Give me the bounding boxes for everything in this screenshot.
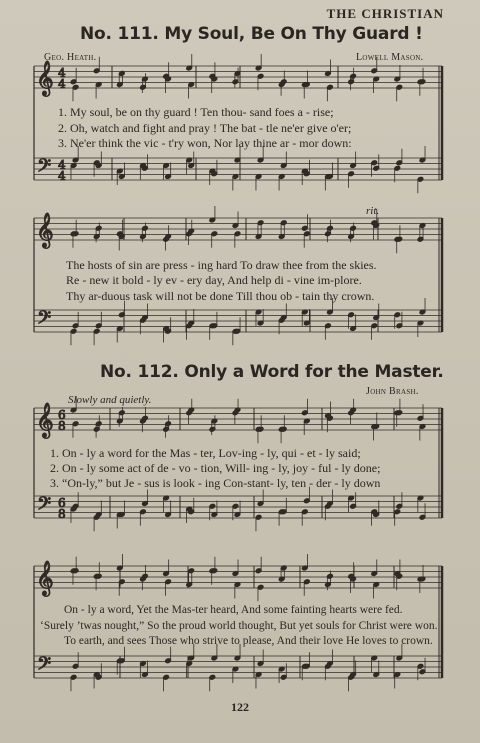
treble-clef-icon: 𝄞 [36, 403, 54, 438]
time-signature-bottom: 8 [58, 507, 66, 521]
hymn-111-music-credit: Lowell Mason. [356, 52, 424, 63]
hymn-111-verse-2-cont: Re - new it bold - ly ev - ery day, And help di - vine im-plore. [66, 273, 362, 287]
hymn-112-music-credit: John Brash. [366, 386, 419, 397]
time-signature-top: 4 [58, 66, 66, 80]
hymn-111-verse-1: 1. My soul, be on thy guard ! Ten thou- sand foes a - rise; [58, 105, 334, 119]
time-signature-top: 6 [58, 408, 66, 422]
time-signature-top: 4 [58, 158, 66, 172]
hymn-112-refrain-line-2: ‘Surely ’twas nought,” So the proud world thought, But yet souls for Christ were won. [40, 620, 438, 632]
bass-clef-icon: 𝄢 [37, 654, 52, 679]
hymn-112-refrain-line-1: On - ly a word, Yet the Mas-ter heard, And some fainting hearts were fed. [64, 604, 403, 616]
hymn-111-verse-1-cont: The hosts of sin are press - ing hard To draw thee from the skies. [66, 258, 377, 272]
hymn-111-verse-3-cont: Thy ar-duous task will not be done Till thou ob - tain thy crown. [66, 289, 375, 303]
running-head: THE CHRISTIAN [326, 6, 444, 21]
hymn-112-verse-3: 3. “On-ly,” but Je - sus is look - ing Con-stant- ly, ten - der - ly down [50, 476, 381, 490]
page-number: 122 [231, 700, 249, 714]
bass-clef-icon: 𝄢 [37, 156, 52, 181]
time-signature-bottom: 4 [58, 77, 66, 91]
hymn-112-verse-1: 1. On - ly a word for the Mas - ter, Lov-ing - ly, qui - et - ly said; [50, 446, 361, 460]
hymn-112-verse-2: 2. On - ly some act of de - vo - tion, Will- ing - ly, joy - ful - ly done; [50, 461, 381, 475]
treble-clef-icon: 𝄞 [36, 61, 54, 96]
hymn-112-refrain-line-3: To earth, and sees Those who strive to please, And their love He loves to crown. [64, 635, 433, 647]
hymn-111-title: No. 111. My Soul, Be On Thy Guard ! [80, 24, 423, 44]
bass-clef-icon: 𝄢 [37, 494, 52, 519]
hymn-111-words-credit: Geo. Heath. [44, 52, 97, 63]
bass-clef-icon: 𝄢 [37, 308, 52, 333]
hymn-111-verse-3: 3. Ne'er think the vic - t'ry won, Nor lay thine ar - mor down: [58, 136, 352, 150]
treble-clef-icon: 𝄞 [36, 561, 54, 596]
ritardando-marking: rit. [366, 205, 380, 217]
time-signature-bottom: 4 [58, 169, 66, 183]
hymn-112-title: No. 112. Only a Word for the Master. [100, 362, 444, 382]
hymn-111-verse-2: 2. Oh, watch and fight and pray ! The bat - tle ne'er give o'er; [58, 121, 352, 135]
treble-clef-icon: 𝄞 [36, 213, 54, 248]
time-signature-top: 6 [58, 496, 66, 510]
tempo-marking: Slowly and quietly. [68, 394, 152, 406]
time-signature-bottom: 8 [58, 419, 66, 433]
